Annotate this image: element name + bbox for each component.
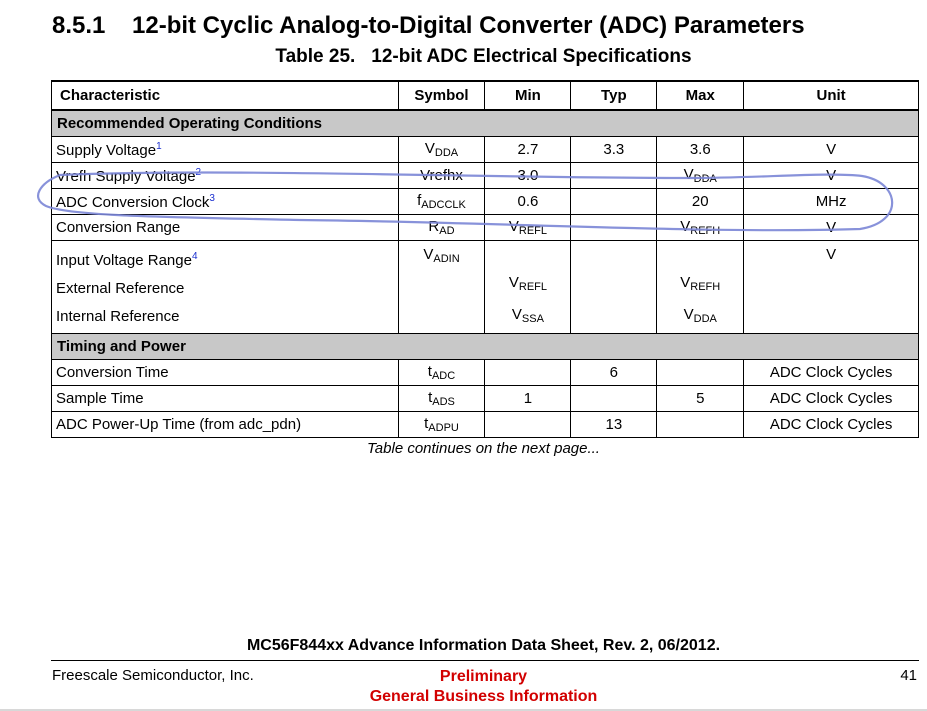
cell-min: 1: [485, 386, 571, 412]
col-typ: Typ: [571, 81, 657, 110]
section-number: 8.5.1: [52, 12, 106, 39]
cell-unit: V: [744, 215, 919, 241]
section-label: Recommended Operating Conditions: [52, 110, 919, 137]
section-label: Timing and Power: [52, 334, 919, 360]
cell-max: $V_{DDA}$: [657, 163, 744, 189]
cell-typ: [571, 189, 657, 215]
company-name: Freescale Semiconductor, Inc.: [52, 667, 254, 684]
sub-item-internal-reference: Internal Reference: [56, 308, 180, 325]
general-business-label: General Business Information: [369, 688, 598, 705]
cell-typ: [571, 163, 657, 189]
cell-min: $V_{REFL}$ $V_{SSA}$: [485, 241, 571, 334]
adc-spec-table: [51, 80, 919, 438]
section-title: 12-bit Cyclic Analog-to-Digital Converter (ADC) Parameters: [132, 12, 805, 39]
table-row-adc-power-up-time: [52, 412, 919, 438]
cell-unit: ADC Clock Cycles: [744, 386, 919, 412]
cell-characteristic: ADC Power-Up Time (from adc_pdn): [52, 412, 399, 438]
cell-max: 20: [657, 189, 744, 215]
cell-unit: V: [744, 241, 919, 334]
cell-typ: 13: [571, 412, 657, 438]
preliminary-notice: [0, 667, 927, 707]
cell-symbol: $t_{ADS}$: [398, 386, 485, 412]
cell-characteristic: Conversion Time: [52, 360, 399, 386]
page-number: 41: [900, 667, 917, 684]
cell-unit: ADC Clock Cycles: [744, 360, 919, 386]
table-caption: [0, 46, 927, 68]
cell-unit: V: [744, 163, 919, 189]
col-max: Max: [657, 81, 744, 110]
cell-min: [485, 412, 571, 438]
table-label: Table 25.: [275, 46, 356, 67]
cell-typ: 6: [571, 360, 657, 386]
footnote-ref: 1: [156, 140, 162, 152]
cell-typ: [571, 386, 657, 412]
footer-divider: [51, 660, 919, 661]
col-characteristic: Characteristic: [52, 81, 399, 110]
table-row-supply-voltage: [52, 137, 919, 163]
cell-unit: V: [744, 137, 919, 163]
cell-typ: [571, 215, 657, 241]
cell-min: [485, 360, 571, 386]
section-row-operating: [52, 110, 919, 137]
cell-max: 3.6: [657, 137, 744, 163]
cell-max: [657, 412, 744, 438]
cell-typ: 3.3: [571, 137, 657, 163]
footnote-ref: 2: [195, 166, 202, 178]
cell-max: [657, 360, 744, 386]
cell-symbol: $f_{ADCCLK}$: [398, 189, 485, 215]
cell-characteristic: Vrefh Supply Voltage$^2$: [52, 163, 399, 189]
table-row-input-voltage-range: [52, 241, 919, 334]
cell-unit: ADC Clock Cycles: [744, 412, 919, 438]
table-row-vrefh-supply-voltage: [52, 163, 919, 189]
cell-max: $V_{REFH}$: [657, 215, 744, 241]
cell-characteristic: ADC Conversion Clock$^3$: [52, 189, 399, 215]
preliminary-label: Preliminary: [439, 668, 528, 685]
table-row-sample-time: [52, 386, 919, 412]
col-symbol: Symbol: [398, 81, 485, 110]
table-row-adc-conversion-clock: [52, 189, 919, 215]
table-row-conversion-time: [52, 360, 919, 386]
cell-characteristic: Input Voltage Range$^4$ External Reference Internal Reference: [52, 241, 399, 334]
cell-symbol: $V_{DDA}$: [398, 137, 485, 163]
col-unit: Unit: [744, 81, 919, 110]
cell-min: 2.7: [485, 137, 571, 163]
table-header-row: [52, 81, 919, 110]
footnote-ref: 3: [209, 192, 215, 204]
cell-max: $V_{REFH}$ $V_{DDA}$: [657, 241, 744, 334]
footnote-ref: 4: [191, 251, 198, 262]
cell-max: 5: [657, 386, 744, 412]
cell-min: $V_{REFL}$: [485, 215, 571, 241]
cell-symbol: $t_{ADPU}$: [398, 412, 485, 438]
cell-symbol: Vrefhx: [398, 163, 485, 189]
cell-characteristic: Supply Voltage$^1$: [52, 137, 399, 163]
cell-symbol: $V_{ADIN}$: [398, 241, 485, 334]
sub-item-external-reference: External Reference: [56, 280, 185, 297]
cell-unit: MHz: [744, 189, 919, 215]
cell-typ: [571, 241, 657, 334]
cell-characteristic: Sample Time: [52, 386, 399, 412]
table-title: 12-bit ADC Electrical Specifications: [371, 46, 692, 67]
cell-symbol: $R_{AD}$: [398, 215, 485, 241]
cell-min: 3.0: [485, 163, 571, 189]
cell-min: 0.6: [485, 189, 571, 215]
cell-symbol: $t_{ADC}$: [398, 360, 485, 386]
col-min: Min: [485, 81, 571, 110]
table-row-conversion-range: [52, 215, 919, 241]
section-heading: [52, 12, 805, 40]
table-continues-note: Table continues on the next page...: [367, 440, 600, 457]
section-row-timing: [52, 334, 919, 360]
document-title: MC56F844xx Advance Information Data Sheet, Rev. 2, 06/2012.: [246, 637, 721, 654]
cell-characteristic: Conversion Range: [52, 215, 399, 241]
